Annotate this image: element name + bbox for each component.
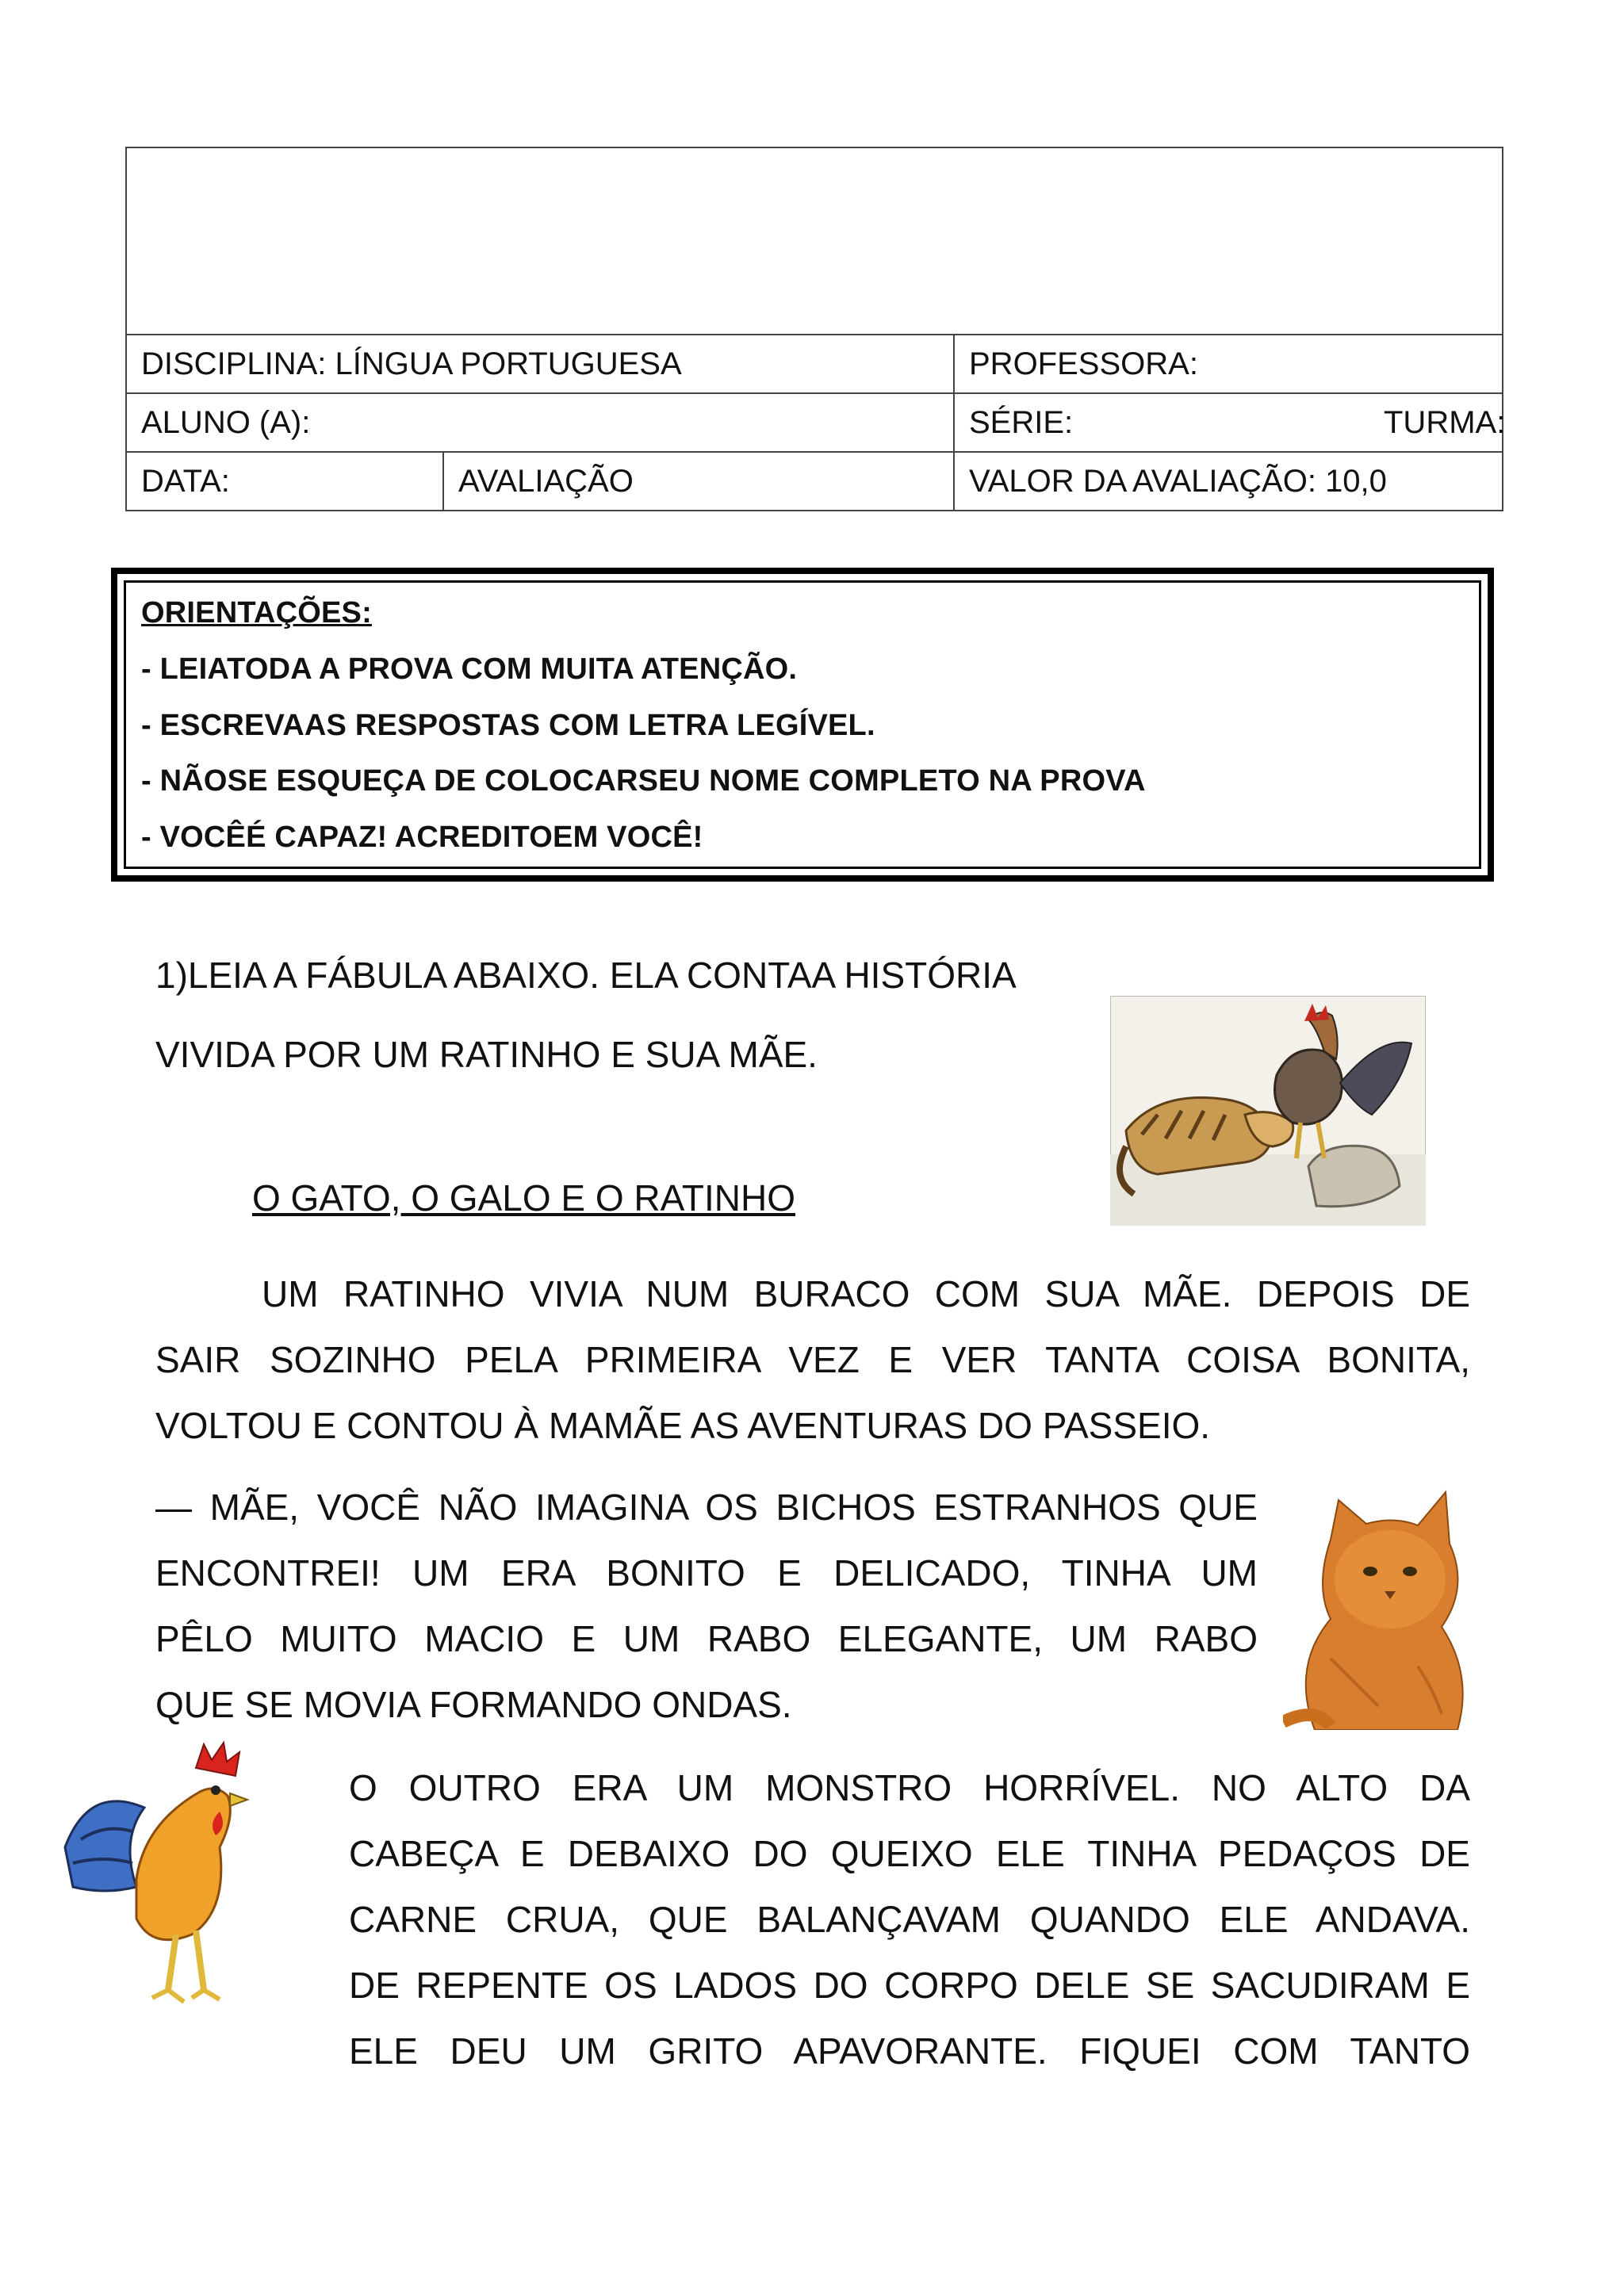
orange-cat-illustration [1283, 1468, 1477, 1730]
professora-cell: PROFESSORA: [954, 335, 1503, 393]
story-paragraph-3 [349, 1755, 1470, 2084]
paragraph-line: CABEÇA E DEBAIXO DO QUEIXO ELE TINHA PEDAÇOS DE [349, 1833, 1470, 1874]
orientacao-item: - LEIATODA A PROVA COM MUITA ATENÇÃO. [141, 652, 798, 686]
orientacao-item: - NÃOSE ESQUEÇA DE COLOCARSEU NOME COMPLETO NA PROVA [141, 764, 1146, 798]
question-line-2: VIVIDA POR UM RATINHO E SUA MÃE. [155, 1034, 818, 1075]
orientacao-item: - ESCREVAAS RESPOSTAS COM LETRA LEGÍVEL. [141, 709, 875, 742]
orientacao-item: - VOCÊÉ CAPAZ! ACREDITOEM VOCÊ! [141, 821, 703, 854]
header-blank-cell [126, 147, 1503, 335]
header-row-disciplina [126, 335, 1503, 393]
paragraph-line: VOLTOU E CONTOU À MAMÃE AS AVENTURAS DO PASSEIO. [155, 1405, 1211, 1446]
cat-rooster-illustration [1110, 996, 1426, 1226]
orientacoes-box [111, 568, 1494, 882]
paragraph-line: O OUTRO ERA UM MONSTRO HORRÍVEL. NO ALTO DA [349, 1767, 1470, 1808]
story-paragraph-2 [155, 1475, 1258, 1738]
header-row-aluno [126, 393, 1503, 452]
aluno-cell: ALUNO (A): [126, 393, 954, 452]
paragraph-line: UM RATINHO VIVIA NUM BURACO COM SUA MÃE. DEPOIS DE [262, 1273, 1470, 1314]
paragraph-line: QUE SE MOVIA FORMANDO ONDAS. [155, 1684, 792, 1725]
story-paragraph-1 [155, 1261, 1470, 1459]
paragraph-line: ENCONTREI! UM ERA BONITO E DELICADO, TINHA UM [155, 1552, 1258, 1594]
paragraph-line: CARNE CRUA, QUE BALANÇAVAM QUANDO ELE ANDAVA. [349, 1899, 1470, 1940]
paragraph-line: — MÃE, VOCÊ NÃO IMAGINA OS BICHOS ESTRANHOS QUE [155, 1487, 1258, 1528]
paragraph-line: PÊLO MUITO MACIO E UM RABO ELEGANTE, UM RABO [155, 1618, 1258, 1659]
question-line-1: 1)LEIA A FÁBULA ABAIXO. ELA CONTAA HISTÓRIA [155, 955, 1017, 996]
paragraph-line: SAIR SOZINHO PELA PRIMEIRA VEZ E VER TANTA COISA BONITA, [155, 1339, 1470, 1380]
header-blank-row [126, 147, 1503, 335]
serie-turma-cell [954, 393, 1506, 452]
header-table [125, 147, 1506, 511]
paragraph-line: DE REPENTE OS LADOS DO CORPO DELE SE SACUDIRAM E [349, 1965, 1470, 2006]
data-cell: DATA: [126, 452, 443, 511]
disciplina-cell: DISCIPLINA: LÍNGUA PORTUGUESA [126, 335, 954, 393]
paragraph-line: ELE DEU UM GRITO APAVORANTE. FIQUEI COM TANTO [349, 2030, 1470, 2072]
turma-label: TURMA: [1384, 404, 1506, 440]
rooster-illustration [57, 1736, 295, 2022]
valor-cell: VALOR DA AVALIAÇÃO: 10,0 [954, 452, 1503, 511]
story-title: O GATO, O GALO E O RATINHO [252, 1177, 795, 1219]
header-row-data [126, 452, 1503, 511]
avaliacao-cell: AVALIAÇÃO [443, 452, 954, 511]
serie-label: SÉRIE: [969, 404, 1074, 440]
orientacoes-title: ORIENTAÇÕES: [141, 596, 372, 629]
